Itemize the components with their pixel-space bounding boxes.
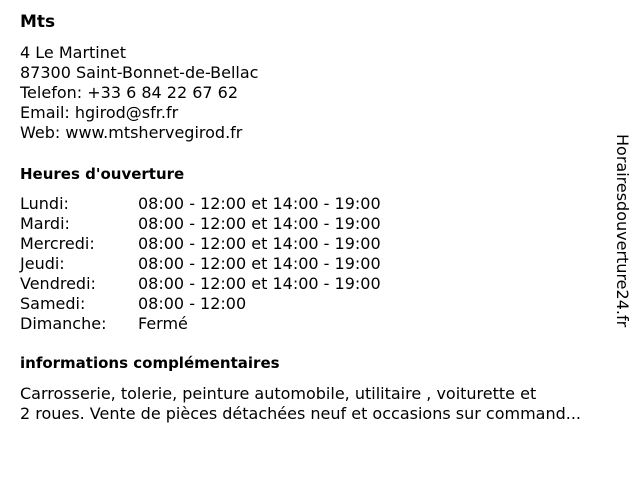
hours-time: Fermé [138, 314, 188, 333]
hours-time: 08:00 - 12:00 et 14:00 - 19:00 [138, 274, 381, 293]
hours-day: Lundi: [20, 194, 69, 213]
hours-time: 08:00 - 12:00 et 14:00 - 19:00 [138, 214, 381, 233]
hours-day: Jeudi: [20, 254, 65, 273]
address-city: 87300 Saint-Bonnet-de-Bellac [20, 63, 259, 82]
hours-time: 08:00 - 12:00 et 14:00 - 19:00 [138, 254, 381, 273]
info-heading: informations complémentaires [20, 354, 280, 372]
hours-time: 08:00 - 12:00 et 14:00 - 19:00 [138, 194, 381, 213]
hours-time: 08:00 - 12:00 et 14:00 - 19:00 [138, 234, 381, 253]
email-address: Email: hgirod@sfr.fr [20, 103, 179, 122]
hours-day: Mardi: [20, 214, 70, 233]
hours-day: Vendredi: [20, 274, 96, 293]
hours-day: Samedi: [20, 294, 86, 313]
description-line: 2 roues. Vente de pièces détachées neuf et occasions sur command... [20, 404, 582, 423]
address-street: 4 Le Martinet [20, 43, 126, 62]
phone-number: Telefon: +33 6 84 22 67 62 [20, 83, 239, 102]
website: Web: www.mtshervegirod.fr [20, 123, 243, 142]
hours-time: 08:00 - 12:00 [138, 294, 247, 313]
hours-day: Dimanche: [20, 314, 107, 333]
business-name: Mts [20, 12, 56, 32]
business-description [20, 384, 626, 424]
hours-heading: Heures d'ouverture [20, 165, 185, 183]
site-watermark: Horairesdouverture24.fr [613, 134, 632, 328]
contact-details [20, 43, 258, 143]
description-line: Carrosserie, tolerie, peinture automobile, utilitaire , voiturette et [20, 384, 537, 403]
hours-day: Mercredi: [20, 234, 95, 253]
